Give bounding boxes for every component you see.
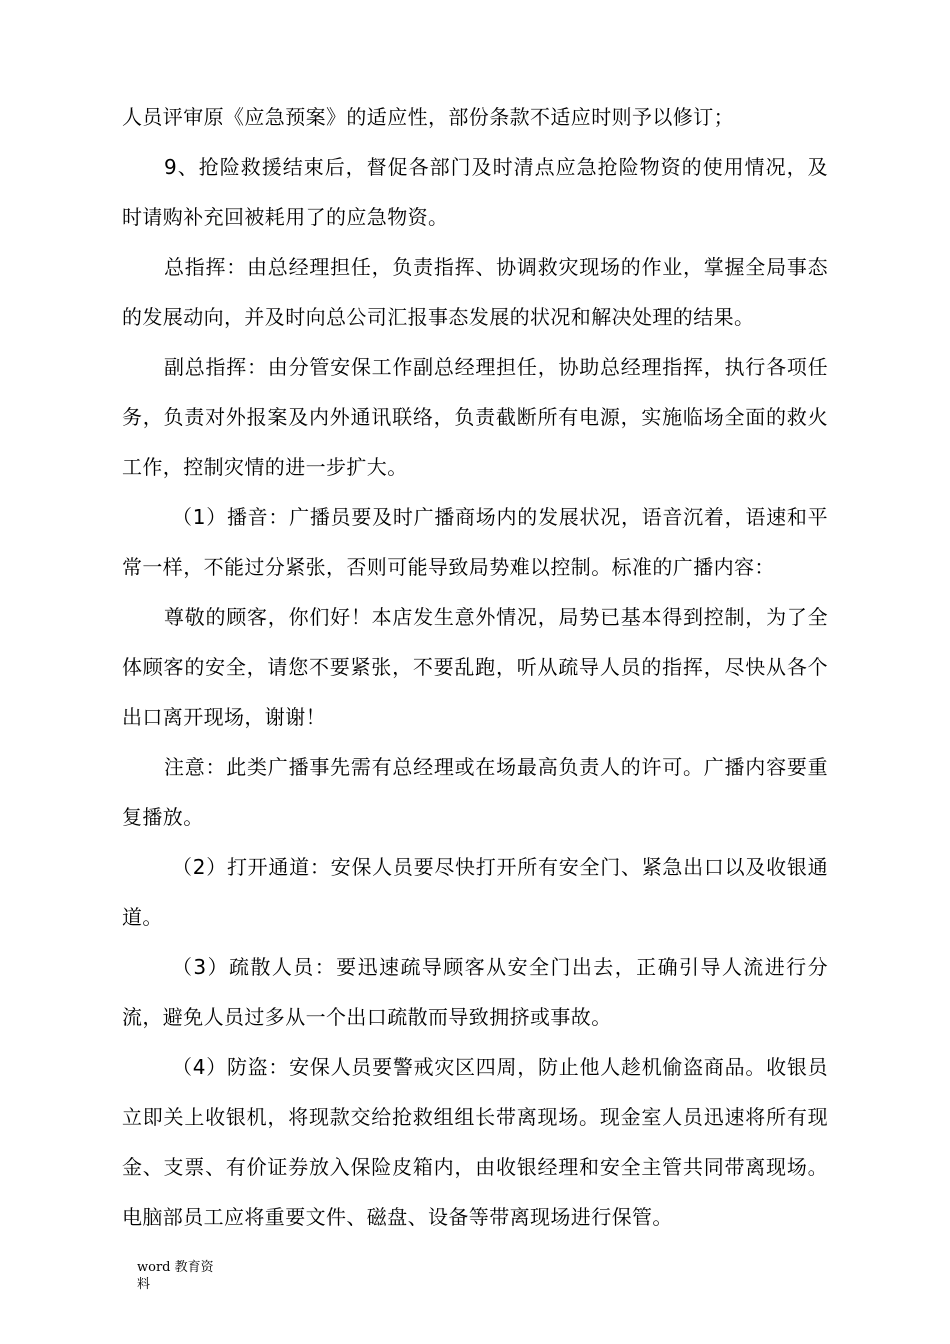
paragraph-evacuate: （3）疏散人员：要迅速疏导顾客从安全门出去，正确引导人流进行分流，避免人员过多从一个出口疏散而导致拥挤或事故。: [122, 955, 828, 1029]
paragraph-item-9: 9、抢险救援结束后，督促各部门及时清点应急抢险物资的使用情况，及时请购补充回被耗用了的应急物资。: [122, 155, 828, 229]
footer-line-1: word 教育资: [137, 1260, 214, 1275]
paragraph-anti-theft: （4）防盗：安保人员要警戒灾区四周，防止他人趁机偷盗商品。收银员立即关上收银机，将现款交给抢救组组长带离现场。现金室人员迅速将所有现金、支票、有价证券放入保险皮箱内，由收银经理和安全主管共同带离现场。电脑部员工应将重要文件、磁盘、设备等带离现场进行保管。: [122, 1055, 828, 1229]
paragraph-notice: 注意：此类广播事先需有总经理或在场最高负责人的许可。广播内容要重复播放。: [122, 755, 828, 829]
page-footer: [137, 1259, 217, 1293]
paragraph-broadcast-content: 尊敬的顾客，你们好！本店发生意外情况，局势已基本得到控制，为了全体顾客的安全，请您不要紧张，不要乱跑，听从疏导人员的指挥，尽快从各个出口离开现场，谢谢！: [122, 605, 828, 729]
paragraph-commander: 总指挥：由总经理担任，负责指挥、协调救灾现场的作业，掌握全局事态的发展动向，并及时向总公司汇报事态发展的状况和解决处理的结果。: [122, 255, 828, 329]
paragraph-continuation: 人员评审原《应急预案》的适应性，部份条款不适应时则予以修订；: [122, 105, 734, 129]
document-body: [122, 92, 828, 1242]
paragraph-open-passage: （2）打开通道：安保人员要尽快打开所有安全门、紧急出口以及收银通道。: [122, 855, 828, 929]
footer-line-2: 料: [137, 1277, 151, 1292]
paragraph-deputy-commander: 副总指挥：由分管安保工作副总经理担任，协助总经理指挥，执行各项任务，负责对外报案及内外通讯联络，负责截断所有电源，实施临场全面的救火工作，控制灾情的进一步扩大。: [122, 355, 828, 479]
paragraph-broadcast: （1）播音：广播员要及时广播商场内的发展状况，语音沉着，语速和平常一样，不能过分紧张，否则可能导致局势难以控制。标准的广播内容：: [122, 505, 828, 579]
